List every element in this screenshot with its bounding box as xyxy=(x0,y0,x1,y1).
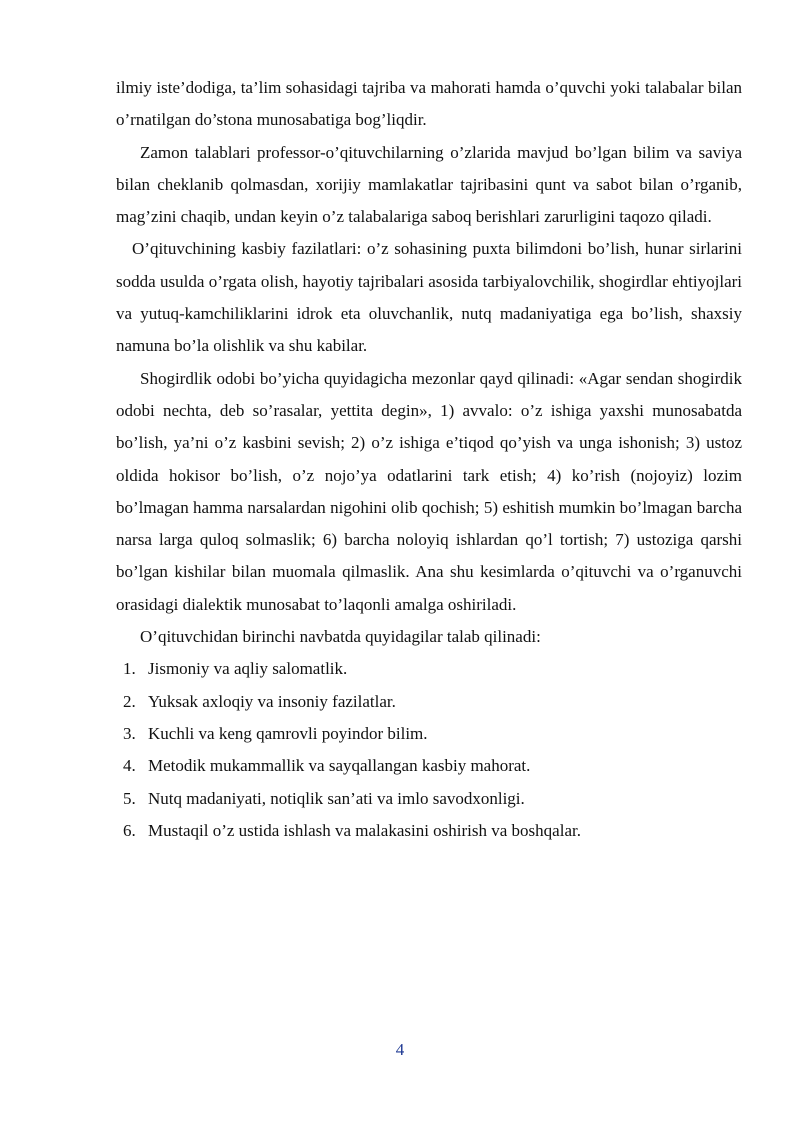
list-item-number: 5. xyxy=(123,788,136,808)
paragraph-apprenticeship-ethics: Shogirdlik odobi bo’yicha quyidagicha mezonlar qayd qilinadi: «Agar sendan shogirdik odobi nechta, deb so’rasalar, yettita degin», 1) avvalo: o’z ishiga yaxshi munosabatda bo’lish, ya’ni o’z kasbini sevish; 2) o’z ishiga e’tiqod qo’yish va unga ishonish; 3) ustoz oldida hokisor bo’lish, o’z nojo’ya odatlarini tark etish; 4) ko’rish (nojoyiz) lozim bo’lmagan hamma narsalardan nigohini olib qochish; 5) eshitish mumkin bo’lmagan barcha narsa larga quloq solmaslik; 6) barcha noloyiq ishlardan qo’l tortish; 7) ustoziga qarshi bo’lgan kishilar bilan muomala qilmaslik. Ana shu kesimlarda o’qituvchi va o’rganuvchi orasidagi dialektik munosabat to’laqonli amalga oshiriladi. xyxy=(116,368,742,614)
requirements-list xyxy=(116,653,742,847)
document-page-body xyxy=(116,72,742,847)
list-item xyxy=(116,718,742,750)
list-item-text: Mustaqil o’z ustida ishlash va malakasini oshirish va boshqalar. xyxy=(148,820,581,840)
list-item-text: Jismoniy va aqliy salomatlik. xyxy=(148,659,348,679)
list-item xyxy=(116,750,742,782)
list-item-number: 3. xyxy=(123,723,136,743)
list-item-number: 2. xyxy=(123,691,136,711)
list-item-text: Nutq madaniyati, notiqlik san’ati va imlo savodxonligi. xyxy=(148,788,525,808)
list-item-text: Kuchli va keng qamrovli poyindor bilim. xyxy=(148,723,428,743)
list-item xyxy=(116,783,742,815)
paragraph-continuation: ilmiy iste’dodiga, ta’lim sohasidagi tajriba va mahorati hamda o’quvchi yoki talabalar bilan o’rnatilgan do’stona munosabatiga bog’liqdir. xyxy=(116,78,742,130)
paragraph-teacher-qualities: O’qituvchining kasbiy fazilatlari: o’z sohasining puxta bilimdoni bo’lish, hunar sirlarini sodda usulda o’rgata olish, hayotiy tajribalari asosida tarbiyalovchilik, shogirdlar ehtiyojlari va yutuq-kamchiliklarini idrok eta oluvchanlik, nutq madaniyatiga ega bo’lish, shaxsiy namuna bo’la olishlik va shu kabilar. xyxy=(116,239,742,356)
list-item-number: 4. xyxy=(123,756,136,776)
list-item-text: Metodik mukammallik va sayqallangan kasbiy mahorat. xyxy=(148,756,531,776)
list-item xyxy=(116,686,742,718)
list-item-number: 6. xyxy=(123,820,136,840)
list-item-text: Yuksak axloqiy va insoniy fazilatlar. xyxy=(148,691,396,711)
list-item-number: 1. xyxy=(123,659,136,679)
list-item xyxy=(116,815,742,847)
paragraph-modern-requirements: Zamon talablari professor-o’qituvchilarning o’zlarida mavjud bo’lgan bilim va saviya bilan cheklanib qolmasdan, xorijiy mamlakatlar tajribasini qunt va sabot bilan o’rganib, mag’zini chaqib, undan keyin o’z talabalariga saboq berishlari zarurligini taqozo qiladi. xyxy=(116,142,742,227)
list-item xyxy=(116,653,742,685)
paragraph-list-intro: O’qituvchidan birinchi navbatda quyidagilar talab qilinadi: xyxy=(140,627,541,647)
page-number: 4 xyxy=(395,1040,405,1059)
